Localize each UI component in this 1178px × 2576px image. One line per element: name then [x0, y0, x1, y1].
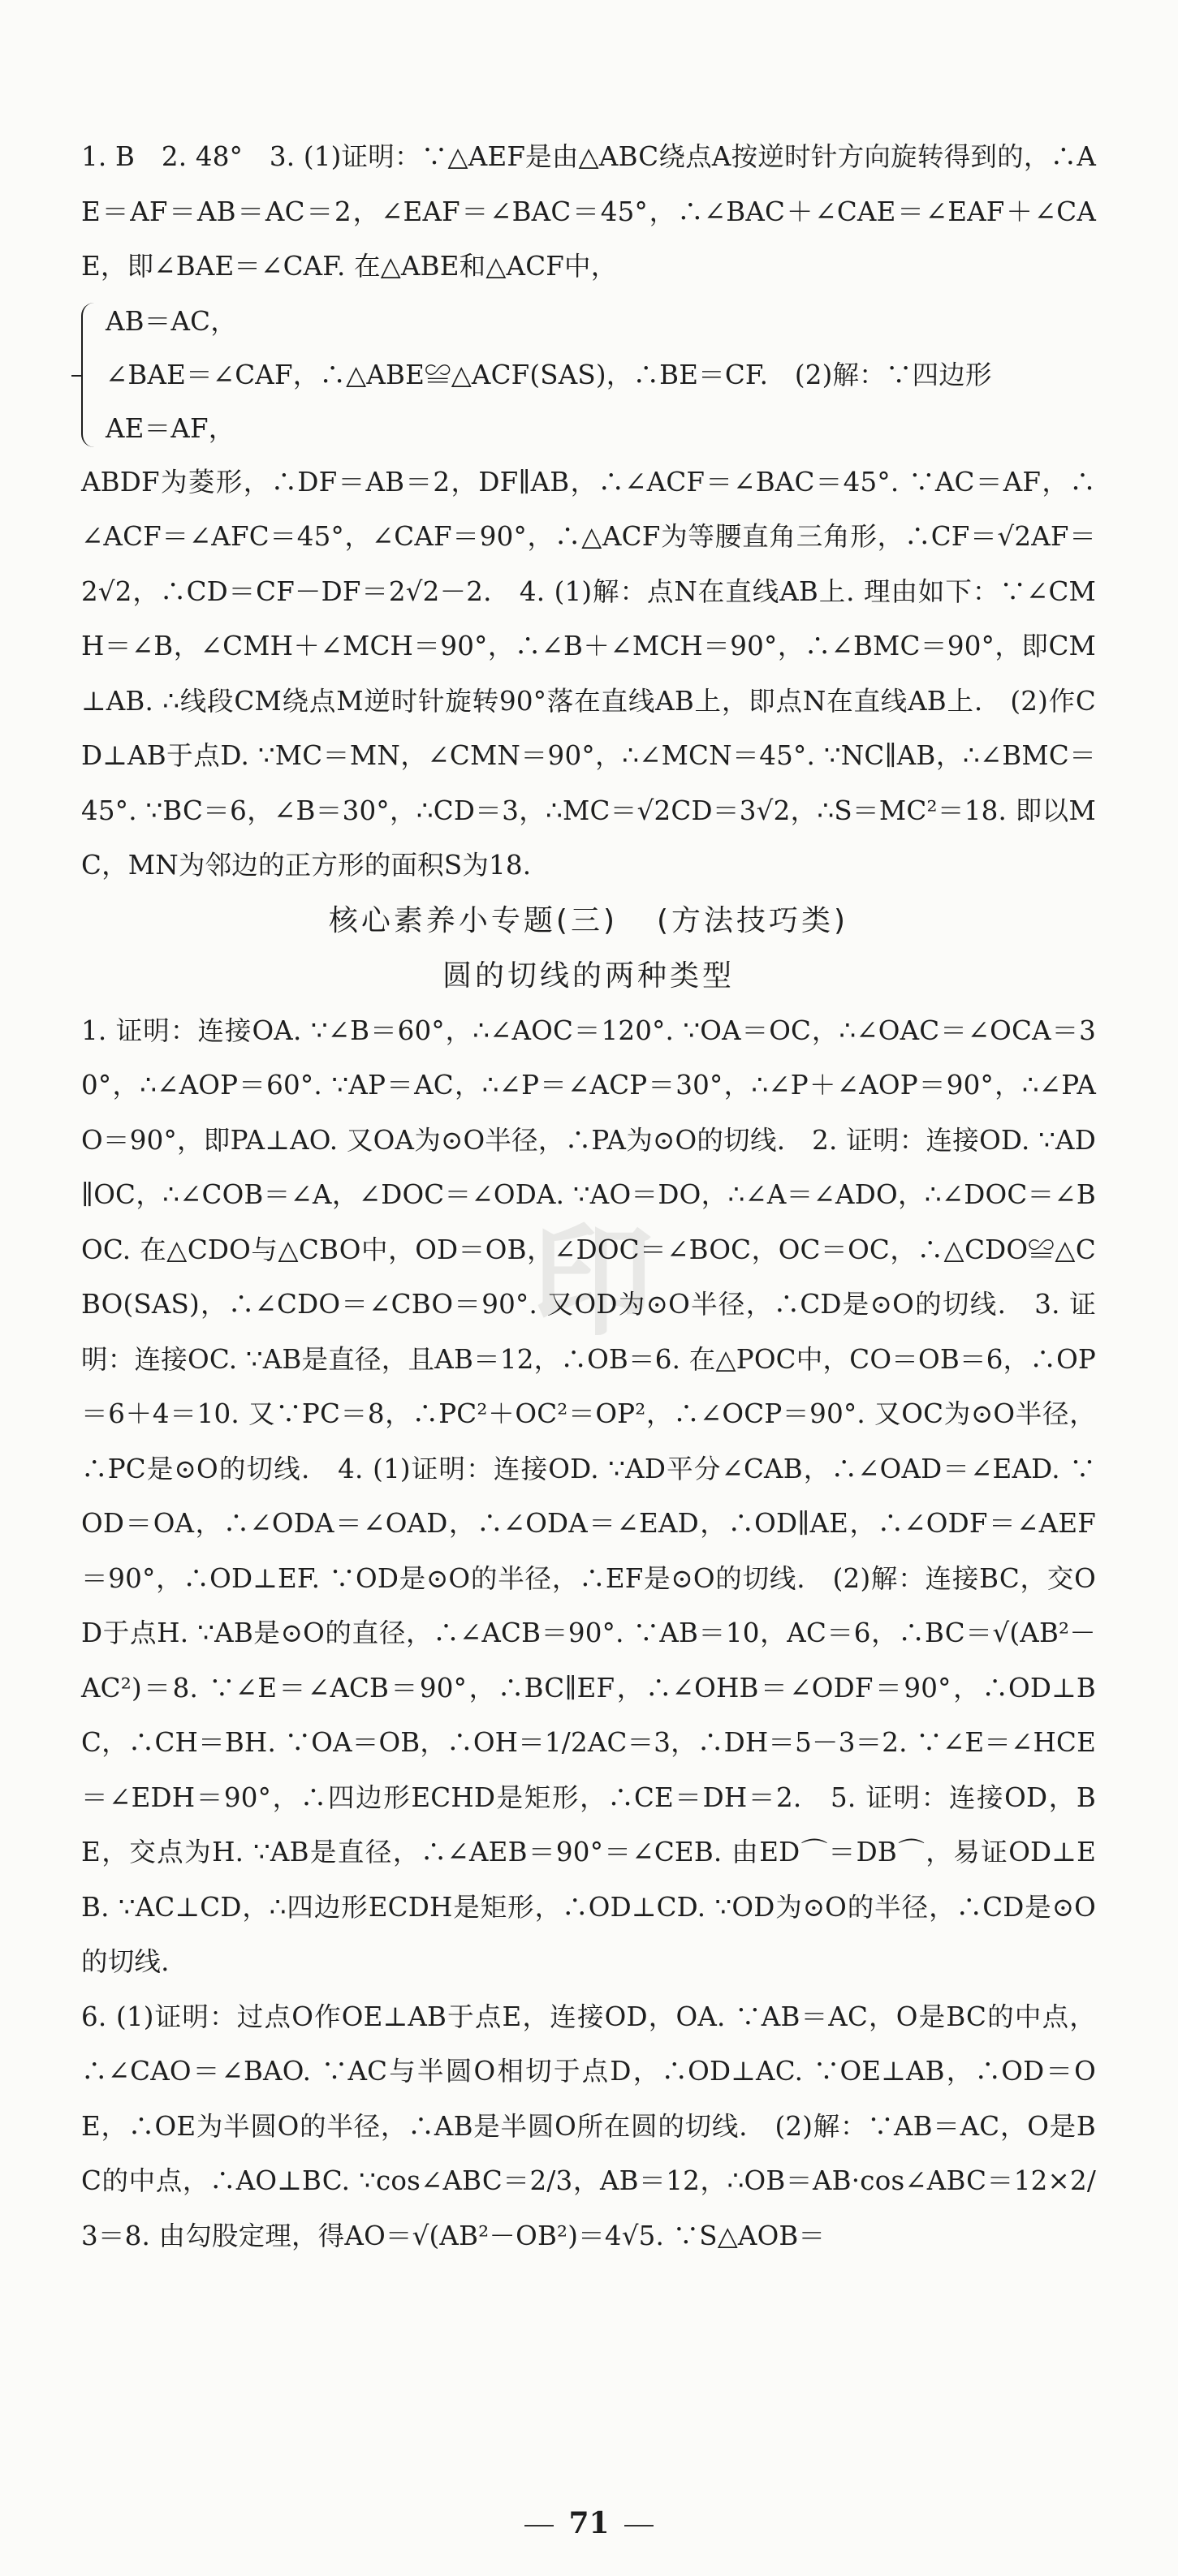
answer-paragraph-2: ABDF为菱形，∴DF＝AB＝2，DF∥AB，∴∠ACF＝∠BAC＝45°. ∵AC＝AF，∴∠ACF＝∠AFC＝45°，∠CAF＝90°，∴△ACF为等腰直角三角形，∴CF＝√2AF＝2√2，∴CD＝CF－DF＝2√2－2. 4. (1)解：点N在直线AB上. 理由如下：∵∠CMH＝∠B，∠CMH＋∠MCH＝90°，∴∠B＋∠MCH＝90°，∴∠BMC＝90°，即CM⊥AB. ∴线段CM绕点M逆时针旋转90°落在直线AB上，即点N在直线AB上. (2)作CD⊥AB于点D. ∵MC＝MN，∠CMN＝90°，∴∠MCN＝45°. ∵NC∥AB，∴∠BMC＝45°. ∵BC＝6，∠B＝30°，∴CD＝3，∴MC＝√2CD＝3√2，∴S＝MC²＝18. 即以MC，MN为邻边的正方形的面积S为18.	[81, 466, 1096, 881]
answer-paragraph-1: 1. B 2. 48° 3. (1)证明：∵△AEF是由△ABC绕点A按逆时针方向旋转得到的，∴AE＝AF＝AB＝AC＝2，∠EAF＝∠BAC＝45°，∴∠BAC＋∠CAE＝∠EAF＋∠CAE，即∠BAE＝∠CAF. 在△ABE和△ACF中，	[81, 141, 1096, 282]
watermark-stamp-icon: 印	[531, 1212, 654, 1353]
section-category: (方法技巧类)	[657, 903, 849, 937]
answer-paragraph-4: 6. (1)证明：过点O作OE⊥AB于点E，连接OD，OA. ∵AB＝AC，O是BC的中点，∴∠CAO＝∠BAO. ∵AC与半圆O相切于点D，∴OD⊥AC. ∵OE⊥AB，∴OD＝OE，∴OE为半圆O的半径，∴AB是半圆O所在圆的切线. (2)解：∵AB＝AC，O是BC的中点，∴AO⊥BC. ∵cos∠ABC＝2/3，AB＝12，∴OB＝AB·cos∠ABC＝12×2/3＝8. 由勾股定理，得AO＝√(AB²－OB²)＝4√5. ∵S△AOB＝	[81, 2001, 1096, 2251]
section-heading	[81, 894, 1096, 949]
equation-system	[81, 295, 1096, 455]
section-subtitle: 圆的切线的两种类型	[442, 958, 735, 993]
page-number: 71	[0, 2506, 1178, 2540]
system-line-3: AE＝AF，	[106, 412, 235, 444]
answer-page	[81, 130, 1096, 2264]
system-line-1: AB＝AC，	[106, 305, 237, 337]
brace-icon	[81, 303, 97, 447]
section-title: 核心素养小专题(三)	[328, 903, 618, 937]
answer-paragraph-3: 1. 证明：连接OA. ∵∠B＝60°，∴∠AOC＝120°. ∵OA＝OC，∴∠OAC＝∠OCA＝30°，∴∠AOP＝60°. ∵AP＝AC，∴∠P＝∠ACP＝30°，∴∠P＋∠AOP＝90°，∴∠PAO＝90°，即PA⊥AO. 又OA为⊙O半径，∴PA为⊙O的切线. 2. 证明：连接OD. ∵AD∥OC，∴∠COB＝∠A，∠DOC＝∠ODA. ∵AO＝DO，∴∠A＝∠ADO，∴∠DOC＝∠BOC. 在△CDO与△CBO中，OD＝OB，∠DOC＝∠BOC，OC＝OC，∴△CDO≌△CBO(SAS)，∴∠CDO＝∠CBO＝90°. 又OD为⊙O半径，∴CD是⊙O的切线. 3. 证明：连接OC. ∵AB是直径，且AB＝12，∴OB＝6. 在△POC中，CO＝OB＝6，∴OP＝6＋4＝10. 又∵PC＝8，∴PC²＋OC²＝OP²，∴∠OCP＝90°. 又OC为⊙O半径，∴PC是⊙O的切线. 4. (1)证明：连接OD. ∵AD平分∠CAB，∴∠OAD＝∠EAD. ∵OD＝OA，∴∠ODA＝∠OAD，∴∠ODA＝∠EAD，∴OD∥AE，∴∠ODF＝∠AEF＝90°，∴OD⊥EF. ∵OD是⊙O的半径，∴EF是⊙O的切线. (2)解：连接BC，交OD于点H. ∵AB是⊙O的直径，∴∠ACB＝90°. ∵AB＝10，AC＝6，∴BC＝√(AB²－AC²)＝8. ∵∠E＝∠ACB＝90°，∴BC∥EF，∴∠OHB＝∠ODF＝90°，∴OD⊥BC，∴CH＝BH. ∵OA＝OB，∴OH＝1/2AC＝3，∴DH＝5－3＝2. ∵∠E＝∠HCE＝∠EDH＝90°，∴四边形ECHD是矩形，∴CE＝DH＝2. 5. 证明：连接OD，BE，交点为H. ∵AB是直径，∴∠AEB＝90°＝∠CEB. 由ED⌒＝DB⌒，易证OD⊥EB. ∵AC⊥CD，∴四边形ECDH是矩形，∴OD⊥CD. ∵OD为⊙O的半径，∴CD是⊙O的切线.	[81, 1014, 1096, 1977]
system-line-2: ∠BAE＝∠CAF，∴△ABE≌△ACF(SAS)，∴BE＝CF. (2)解：∵四边形	[106, 359, 992, 390]
